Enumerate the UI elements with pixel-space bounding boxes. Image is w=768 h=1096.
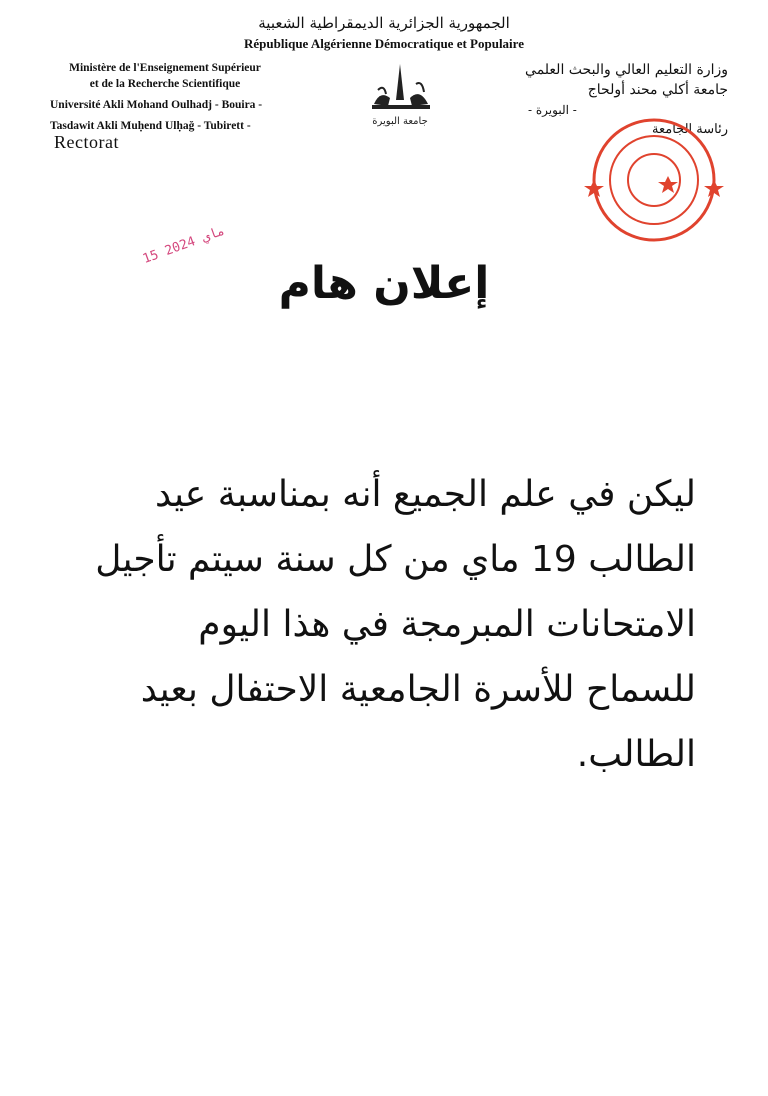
announcement-body — [96, 462, 696, 787]
republic-arabic: الجمهورية الجزائرية الديمقراطية الشعبية — [258, 14, 510, 32]
body-line: ليكن في علم الجميع أنه بمناسبة عيد — [155, 474, 696, 515]
rectorat-label: Rectorat — [54, 132, 119, 152]
ministry-line-1: Ministère de l'Enseignement Supérieur — [69, 62, 261, 74]
ministry-arabic: وزارة التعليم العالي والبحث العلمي — [525, 62, 728, 78]
received-date-stamp: 15 ماي 2024 — [140, 223, 227, 267]
university-french: Université Akli Mohand Oulhadj - Bouira - — [50, 99, 263, 111]
body-line: للسماح للأسرة الجامعية الاحتفال بعيد — [140, 669, 696, 710]
university-arabic: جامعة أكلي محند أولحاج — [587, 82, 728, 98]
announcement-title: إعلان هام — [278, 258, 490, 309]
republic-french: République Algérienne Démocratique et Populaire — [244, 36, 524, 51]
rectorate-arabic: رئاسة الجامعة — [652, 122, 728, 137]
official-seal — [572, 118, 732, 248]
body-line: الطالب. — [576, 734, 696, 775]
city-arabic: - البويرة - — [528, 103, 577, 117]
university-logo — [360, 60, 440, 130]
body-line: الامتحانات المبرمجة في هذا اليوم — [198, 604, 696, 645]
french-header-block — [50, 60, 320, 134]
logo-caption: جامعة البويرة — [372, 116, 428, 127]
university-berber: Tasdawit Akli Muḥend Ulḥağ - Tubirett - — [50, 120, 251, 132]
ministry-line-2: et de la Recherche Scientifique — [89, 78, 241, 90]
body-line: الطالب 19 ماي من كل سنة سيتم تأجيل — [95, 539, 696, 580]
